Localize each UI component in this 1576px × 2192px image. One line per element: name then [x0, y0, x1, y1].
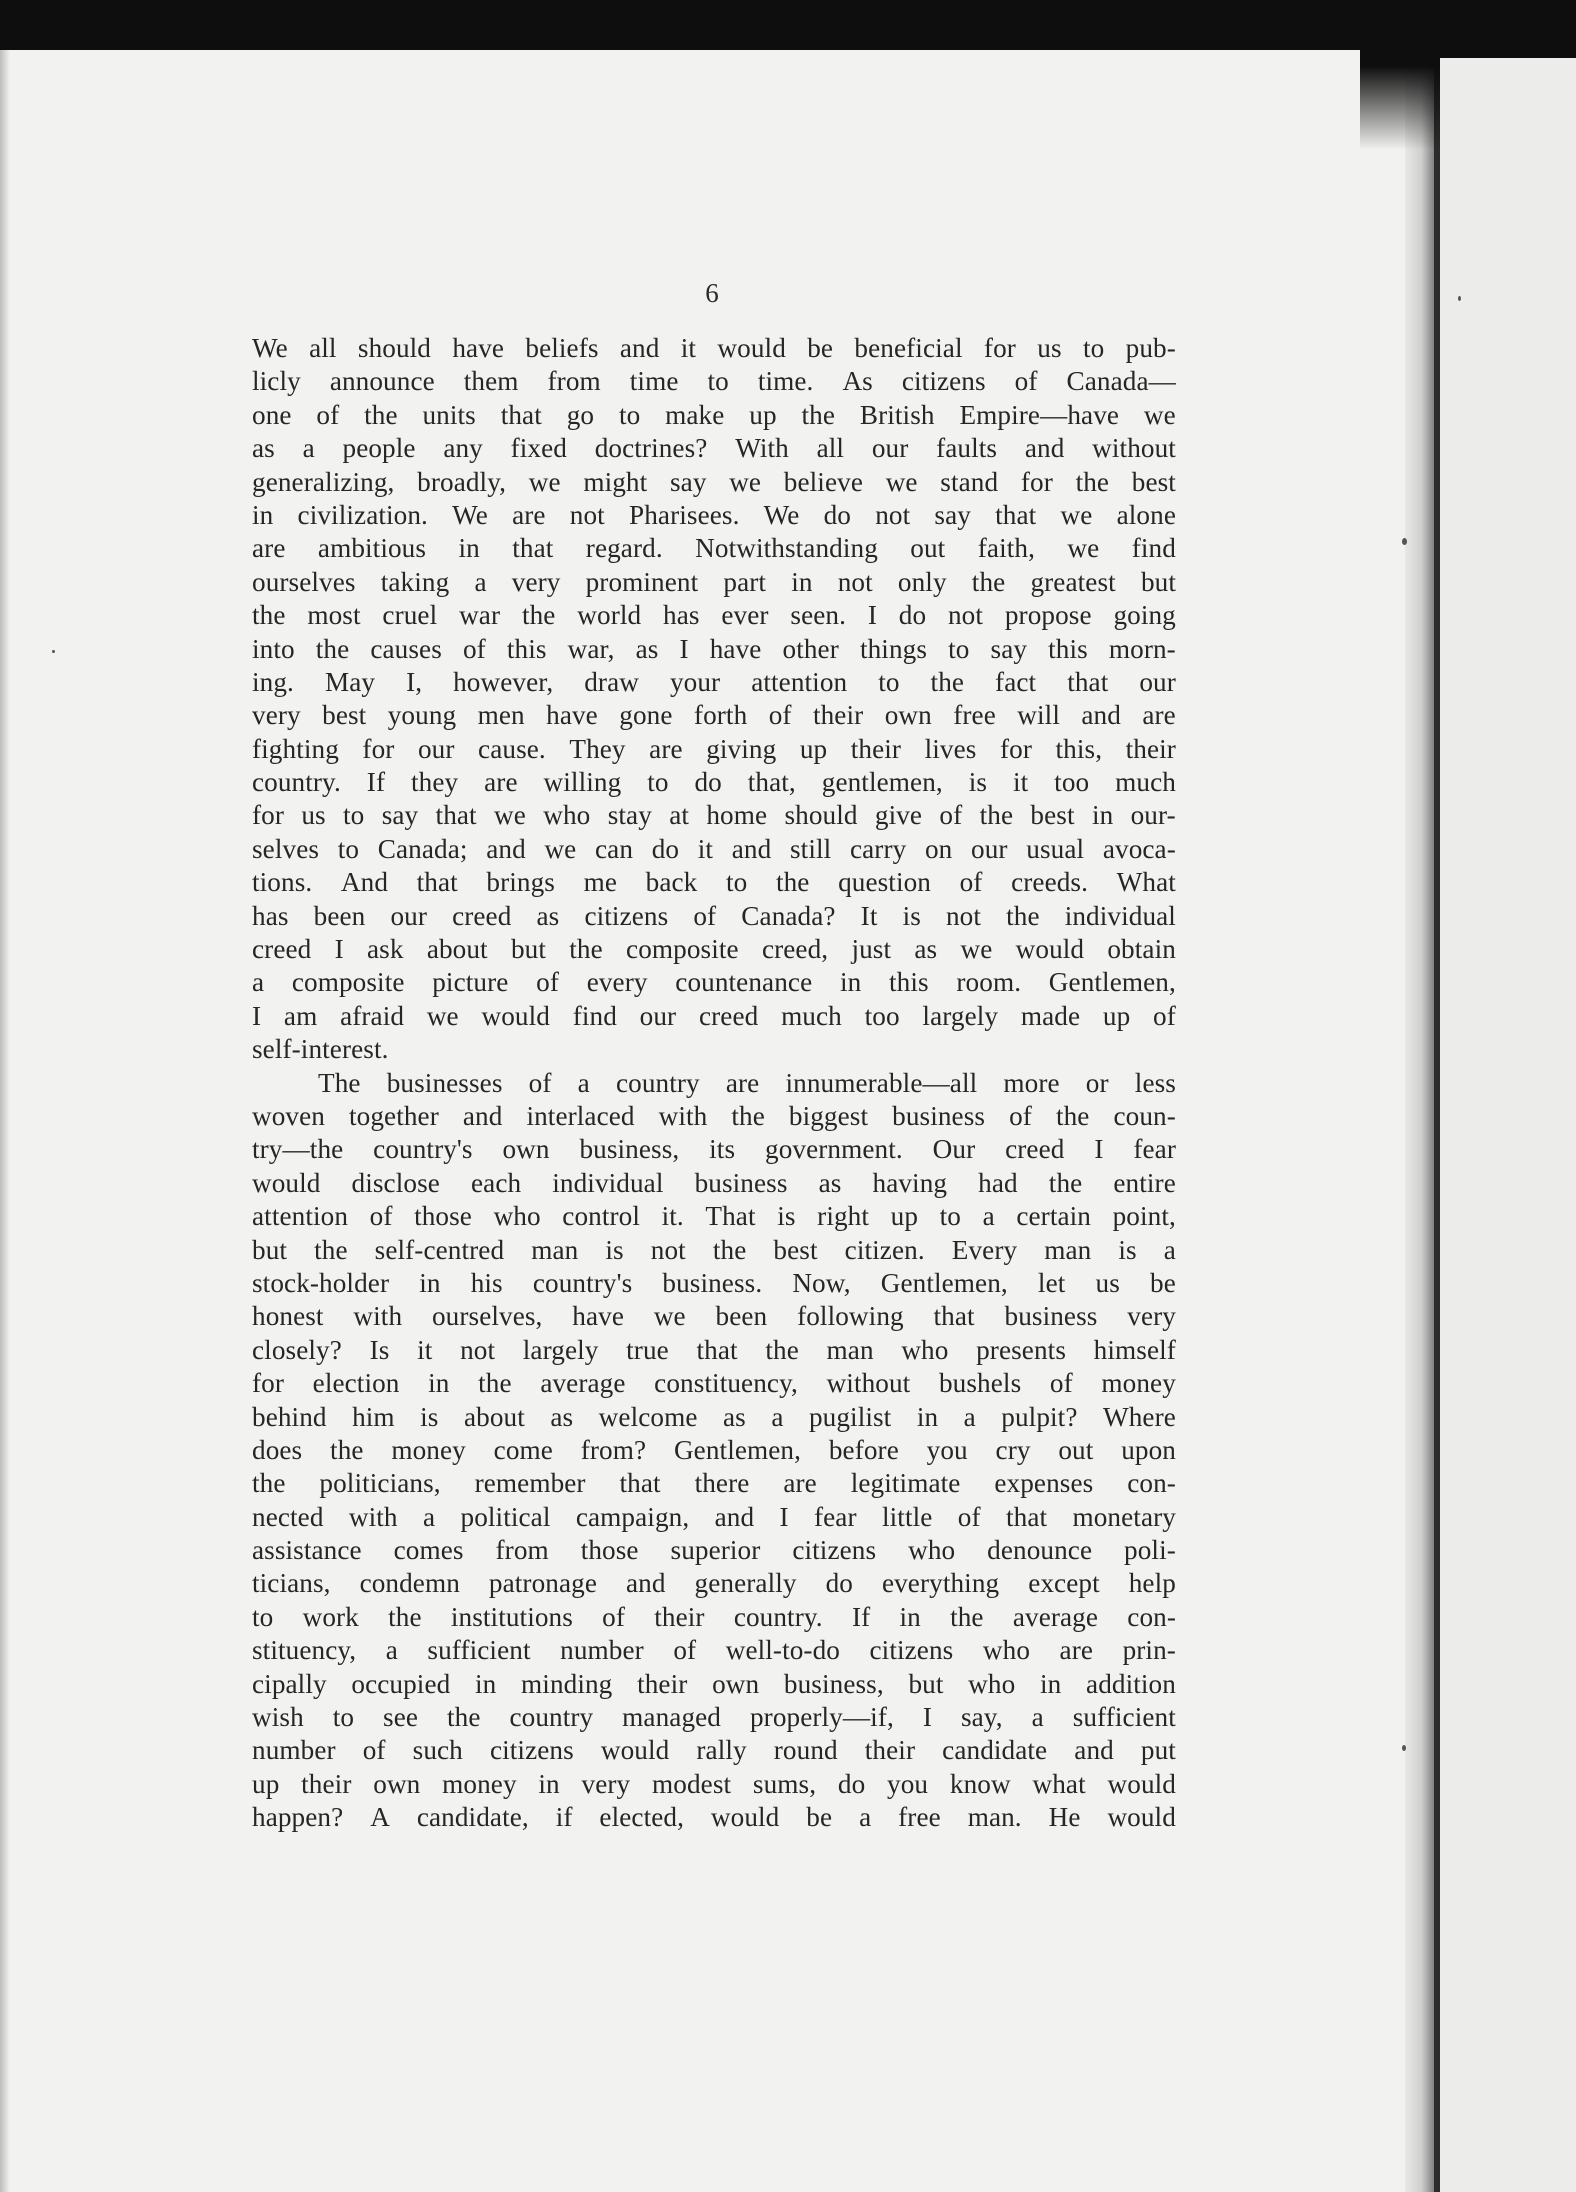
paper-speck	[1402, 1745, 1406, 1751]
text-line: ticians, condemn patronage and generally do everything except help	[252, 1568, 1176, 1599]
text-line: assistance comes from those superior citizens who denounce poli-	[252, 1535, 1176, 1566]
text-line: I am afraid we would find our creed much too largely made up of	[252, 1000, 1176, 1031]
text-line: as a people any fixed doctrines? With all our faults and without	[252, 433, 1176, 464]
body-text	[252, 332, 1176, 1835]
text-line: behind him is about as welcome as a pugilist in a pulpit? Where	[252, 1401, 1176, 1432]
text-line: licly announce them from time to time. As citizens of Canada—	[252, 366, 1176, 397]
text-line: fighting for our cause. They are giving up their lives for this, their	[252, 733, 1176, 764]
text-line: for election in the average constituency, without bushels of money	[252, 1368, 1176, 1399]
text-line: generalizing, broadly, we might say we believe we stand for the best	[252, 466, 1176, 497]
text-line: to work the institutions of their country. If in the average con-	[252, 1601, 1176, 1632]
text-line: the politicians, remember that there are legitimate expenses con-	[252, 1468, 1176, 1499]
text-line: selves to Canada; and we can do it and still carry on our usual avoca-	[252, 833, 1176, 864]
text-line: try—the country's own business, its government. Our creed I fear	[252, 1134, 1176, 1165]
text-line: creed I ask about but the composite creed, just as we would obtain	[252, 934, 1176, 965]
text-line: for us to say that we who stay at home should give of the best in our-	[252, 800, 1176, 831]
text-line: stock-holder in his country's business. Now, Gentlemen, let us be	[252, 1267, 1176, 1298]
text-line: tions. And that brings me back to the question of creeds. What	[252, 867, 1176, 898]
text-line: wish to see the country managed properly—if, I say, a sufficient	[252, 1702, 1176, 1733]
text-line: the most cruel war the world has ever seen. I do not propose going	[252, 600, 1176, 631]
top-fold-shadow	[1360, 30, 1440, 150]
text-line: in civilization. We are not Pharisees. We do not say that we alone	[252, 499, 1176, 530]
text-line: self-interest.	[252, 1034, 389, 1065]
text-line: The businesses of a country are innumerable—all more or less	[318, 1067, 1176, 1098]
text-line: a composite picture of every countenance in this room. Gentlemen,	[252, 967, 1176, 998]
text-line: ing. May I, however, draw your attention to the fact that our	[252, 666, 1176, 697]
text-line: number of such citizens would rally round their candidate and put	[252, 1735, 1176, 1766]
text-line: stituency, a sufficient number of well-to-do citizens who are prin-	[252, 1635, 1176, 1666]
page-number: 6	[705, 278, 719, 308]
paragraph	[252, 1067, 1176, 1835]
text-line: into the causes of this war, as I have other things to say this morn-	[252, 633, 1176, 664]
text-line: attention of those who control it. That is right up to a certain point,	[252, 1201, 1176, 1232]
paper-speck	[1402, 538, 1407, 545]
text-line: very best young men have gone forth of their own free will and are	[252, 700, 1176, 731]
text-line: does the money come from? Gentlemen, before you cry out upon	[252, 1434, 1176, 1465]
paragraph	[252, 332, 1176, 1067]
text-line: one of the units that go to make up the British Empire—have we	[252, 399, 1176, 430]
adjacent-page-edge	[1440, 58, 1576, 2192]
text-line: woven together and interlaced with the biggest business of the coun-	[252, 1100, 1176, 1131]
text-line: We all should have beliefs and it would be beneficial for us to pub-	[252, 333, 1176, 363]
paper-speck	[1458, 296, 1461, 301]
text-line: closely? Is it not largely true that the man who presents himself	[252, 1334, 1176, 1365]
text-line: but the self-centred man is not the best citizen. Every man is a	[252, 1234, 1176, 1265]
text-line: cipally occupied in minding their own business, but who in addition	[252, 1668, 1176, 1699]
page-left-edge	[0, 50, 10, 2192]
text-line: ourselves taking a very prominent part in not only the greatest but	[252, 566, 1176, 597]
paper-speck	[52, 650, 55, 653]
text-line: has been our creed as citizens of Canada? It is not the individual	[252, 900, 1176, 931]
text-line: are ambitious in that regard. Notwithstanding out faith, we find	[252, 533, 1176, 564]
text-line: would disclose each individual business as having had the entire	[252, 1167, 1176, 1198]
text-line: honest with ourselves, have we been following that business very	[252, 1301, 1176, 1332]
text-line: happen? A candidate, if elected, would be a free man. He would	[252, 1802, 1176, 1833]
page-binding-shadow	[1405, 50, 1435, 2192]
text-line: country. If they are willing to do that, gentlemen, is it too much	[252, 767, 1176, 798]
text-line: nected with a political campaign, and I fear little of that monetary	[252, 1501, 1176, 1532]
text-line: up their own money in very modest sums, do you know what would	[252, 1768, 1176, 1799]
